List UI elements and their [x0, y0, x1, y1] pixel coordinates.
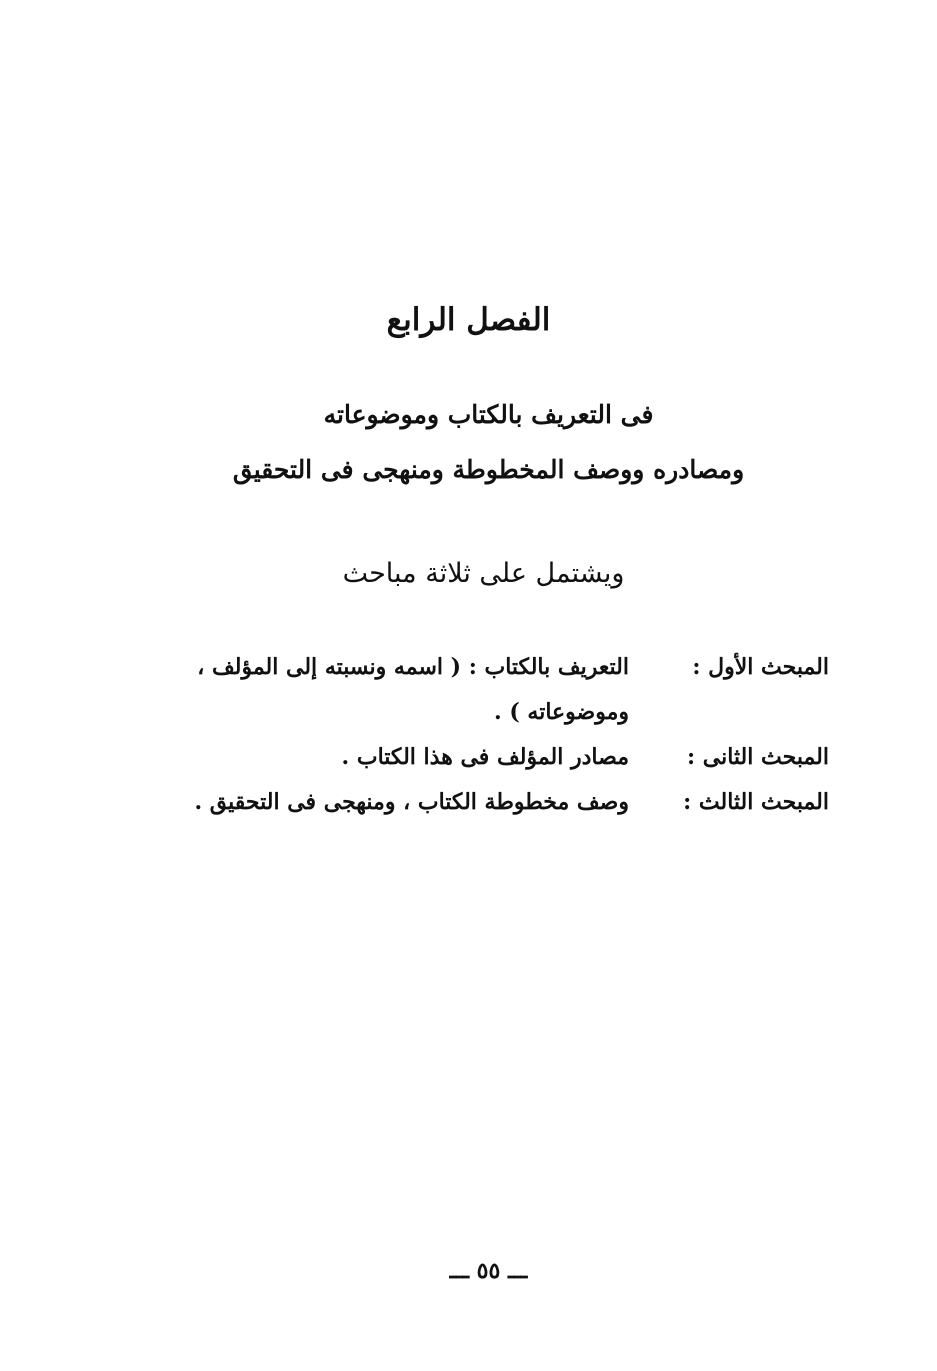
section-label-1: المبحث الأول :	[692, 654, 829, 680]
sections-list	[129, 645, 829, 825]
section-text-3: وصف مخطوطة الكتاب ، ومنهجى فى التحقيق .	[194, 789, 629, 815]
section-label-2: المبحث الثانى :	[686, 744, 829, 770]
section-text-2: مصادر المؤلف فى هذا الكتاب .	[341, 744, 629, 770]
section-text-1: التعريف بالكتاب : ( اسمه ونسبته إلى المؤلف ،	[197, 654, 629, 680]
section-item-3	[129, 780, 829, 825]
section-item-1	[129, 645, 829, 690]
section-label-3: المبحث الثالث :	[683, 789, 829, 815]
page-number: ـــ ٥٥ ـــ	[449, 1258, 528, 1284]
section-text-1-continuation: وموضوعاته ) .	[494, 699, 629, 725]
sections-intro: ويشتمل على ثلاثة مباحث	[342, 558, 625, 589]
chapter-title: الفصل الرابع	[386, 302, 551, 338]
chapter-subtitle-line-1: فى التعريف بالكتاب وموضوعاته	[323, 400, 654, 429]
section-item-2	[129, 735, 829, 780]
chapter-subtitle-line-2: ومصادره ووصف المخطوطة ومنهجى فى التحقيق	[232, 455, 745, 484]
